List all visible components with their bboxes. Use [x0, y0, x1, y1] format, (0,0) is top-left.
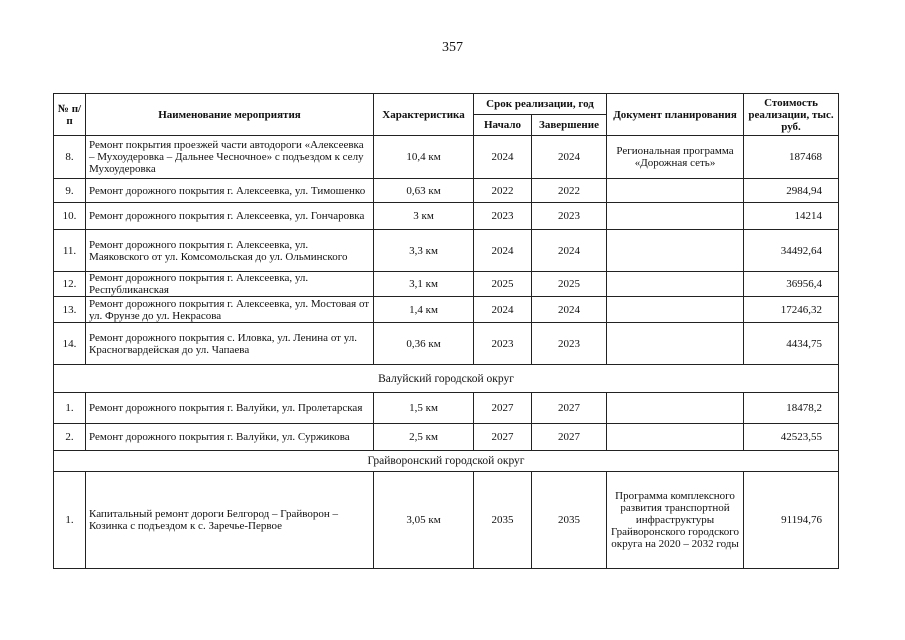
- row-end-year: 2025: [532, 272, 607, 297]
- row-end-year: 2024: [532, 230, 607, 272]
- row-number: 14.: [54, 323, 86, 365]
- table-row: [54, 136, 839, 179]
- row-cost: 4434,75: [744, 323, 839, 365]
- row-cost: 17246,32: [744, 297, 839, 323]
- row-number: 11.: [54, 230, 86, 272]
- row-characteristic: 0,36 км: [374, 323, 474, 365]
- section-title-valuyki: Валуйский городской округ: [54, 365, 839, 393]
- table-row: [54, 230, 839, 272]
- group2-rows: [54, 393, 839, 451]
- row-characteristic: 1,5 км: [374, 393, 474, 424]
- row-cost: 14214: [744, 203, 839, 230]
- table-row: [54, 323, 839, 365]
- header-characteristic: Характеристика: [374, 94, 474, 136]
- row-start-year: 2024: [474, 136, 532, 179]
- row-document: Региональная программа «Дорожная сеть»: [607, 136, 744, 179]
- table-row: [54, 424, 839, 451]
- row-start-year: 2023: [474, 203, 532, 230]
- row-cost: 34492,64: [744, 230, 839, 272]
- row-document: [607, 179, 744, 203]
- row-name: Ремонт дорожного покрытия г. Алексеевка, ул. Республиканская: [86, 272, 374, 297]
- row-number: 10.: [54, 203, 86, 230]
- header-start: Начало: [474, 115, 532, 136]
- header-num: № п/п: [54, 94, 86, 136]
- group1-rows: [54, 136, 839, 365]
- table-row: [54, 297, 839, 323]
- row-end-year: 2023: [532, 323, 607, 365]
- header-name: Наименование мероприятия: [86, 94, 374, 136]
- row-name: Ремонт дорожного покрытия г. Валуйки, ул. Суржикова: [86, 424, 374, 451]
- row-cost: 187468: [744, 136, 839, 179]
- row-start-year: 2027: [474, 424, 532, 451]
- row-characteristic: 3 км: [374, 203, 474, 230]
- row-name: Капитальный ремонт дороги Белгород – Грайворон – Козинка с подъездом к с. Заречье-Первое: [86, 472, 374, 569]
- row-end-year: 2023: [532, 203, 607, 230]
- row-number: 1.: [54, 472, 86, 569]
- table-row: [54, 203, 839, 230]
- row-number: 1.: [54, 393, 86, 424]
- row-number: 8.: [54, 136, 86, 179]
- row-start-year: 2027: [474, 393, 532, 424]
- row-number: 9.: [54, 179, 86, 203]
- row-name: Ремонт дорожного покрытия г. Алексеевка, ул. Мостовая от ул. Фрунзе до ул. Некрасова: [86, 297, 374, 323]
- row-cost: 18478,2: [744, 393, 839, 424]
- header-document: Документ планирования: [607, 94, 744, 136]
- road-works-table: [53, 93, 839, 569]
- row-number: 13.: [54, 297, 86, 323]
- row-name: Ремонт покрытия проезжей части автодороги «Алексеевка – Мухоудеровка – Дальнее Чесночное» с подъездом к селу Мухоудеровка: [86, 136, 374, 179]
- row-name: Ремонт дорожного покрытия с. Иловка, ул. Ленина от ул. Красногвардейская до ул. Чапаева: [86, 323, 374, 365]
- row-name: Ремонт дорожного покрытия г. Валуйки, ул. Пролетарская: [86, 393, 374, 424]
- row-start-year: 2024: [474, 230, 532, 272]
- row-characteristic: 10,4 км: [374, 136, 474, 179]
- row-document: [607, 297, 744, 323]
- row-cost: 36956,4: [744, 272, 839, 297]
- row-end-year: 2035: [532, 472, 607, 569]
- row-document: Программа комплексного развития транспортной инфраструктуры Грайворонского городского округа на 2020 – 2032 годы: [607, 472, 744, 569]
- row-document: [607, 393, 744, 424]
- row-characteristic: 2,5 км: [374, 424, 474, 451]
- table-row: [54, 272, 839, 297]
- row-number: 12.: [54, 272, 86, 297]
- row-document: [607, 424, 744, 451]
- row-document: [607, 272, 744, 297]
- row-start-year: 2024: [474, 297, 532, 323]
- row-name: Ремонт дорожного покрытия г. Алексеевка, ул. Тимошенко: [86, 179, 374, 203]
- row-number: 2.: [54, 424, 86, 451]
- row-end-year: 2022: [532, 179, 607, 203]
- header-end: Завершение: [532, 115, 607, 136]
- section-row: [54, 451, 839, 472]
- row-cost: 42523,55: [744, 424, 839, 451]
- row-characteristic: 0,63 км: [374, 179, 474, 203]
- row-name: Ремонт дорожного покрытия г. Алексеевка, ул. Маяковского от ул. Комсомольская до ул. Ольминского: [86, 230, 374, 272]
- row-end-year: 2024: [532, 297, 607, 323]
- group3-rows: [54, 472, 839, 569]
- row-cost: 2984,94: [744, 179, 839, 203]
- row-cost: 91194,76: [744, 472, 839, 569]
- header-period: Срок реализации, год: [474, 94, 607, 115]
- row-start-year: 2022: [474, 179, 532, 203]
- row-characteristic: 3,3 км: [374, 230, 474, 272]
- row-document: [607, 323, 744, 365]
- row-characteristic: 3,1 км: [374, 272, 474, 297]
- row-start-year: 2035: [474, 472, 532, 569]
- row-document: [607, 230, 744, 272]
- section-row: [54, 365, 839, 393]
- table-row: [54, 472, 839, 569]
- row-start-year: 2023: [474, 323, 532, 365]
- row-characteristic: 3,05 км: [374, 472, 474, 569]
- header-cost: Стоимость реализации, тыс. руб.: [744, 94, 839, 136]
- row-document: [607, 203, 744, 230]
- row-name: Ремонт дорожного покрытия г. Алексеевка, ул. Гончаровка: [86, 203, 374, 230]
- row-end-year: 2027: [532, 424, 607, 451]
- row-end-year: 2027: [532, 393, 607, 424]
- table-row: [54, 393, 839, 424]
- section-title-grayvoron: Грайворонский городской округ: [54, 451, 839, 472]
- row-start-year: 2025: [474, 272, 532, 297]
- row-end-year: 2024: [532, 136, 607, 179]
- page-number: 357: [442, 40, 463, 55]
- table-row: [54, 179, 839, 203]
- row-characteristic: 1,4 км: [374, 297, 474, 323]
